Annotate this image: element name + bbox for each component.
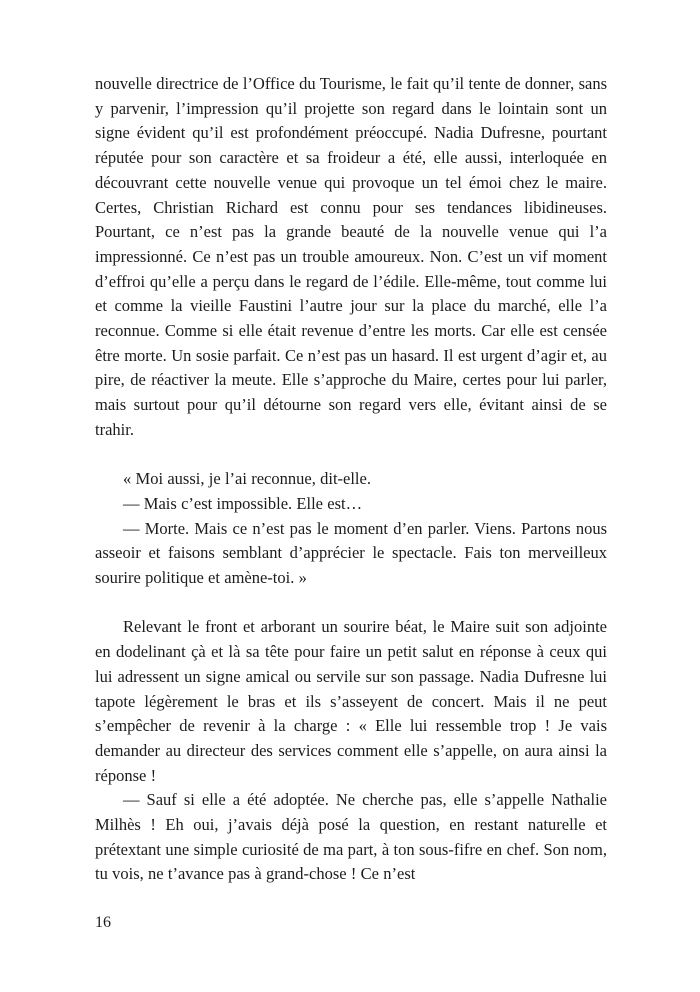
text-block [95, 72, 607, 887]
page-number: 16 [95, 914, 111, 931]
dialogue-line: « Moi aussi, je l’ai reconnue, dit-elle. [123, 469, 371, 489]
body-paragraph: Relevant le front et arborant un sourire béat, le Maire suit son adjointe en dodelinant çà et là sa tête pour faire un petit salut en réponse à ceux qui lui adressent un signe amical ou servile sur son passage. Nadia Dufresne lui tapote légèrement le bras et ils s’asseyent de concert. Mais il ne peut s’empêcher de revenir à la charge : « Elle lui ressemble trop ! Je vais demander au directeur des services comment elle s’appelle, on aura ainsi la réponse ! [95, 617, 607, 785]
body-paragraph: nouvelle directrice de l’Office du Tourisme, le fait qu’il tente de donner, sans y parvenir, l’impression qu’il projette son regard dans le lointain sont un signe évident qu’il est profondément préoccupé. Nadia Dufresne, pourtant réputée pour son caractère et sa froideur a été, elle aussi, interloquée en découvrant cette nouvelle venue qui provoque un tel émoi chez le maire. Certes, Christian Richard est connu pour ses tendances libidineuses. Pourtant, ce n’est pas la grande beauté de la nouvelle venue qui l’a impressionné. Ce n’est pas un trouble amoureux. Non. C’est un vif moment d’effroi qu’elle a perçu dans le regard de l’édile. Elle-même, tout comme lui et comme la vieille Faustini l’autre jour sur la place du marché, elle l’a reconnue. Comme si elle était revenue d’entre les morts. Car elle est censée être morte. Un sosie parfait. Ce n’est pas un hasard. Il est urgent d’agir et, au pire, de réactiver la meute. Elle s’approche du Maire, certes pour lui parler, mais surtout pour qu’il détourne son regard vers elle, évitant ainsi de se trahir. [95, 74, 607, 439]
dialogue-paragraph: — Sauf si elle a été adoptée. Ne cherche pas, elle s’appelle Nathalie Milhès ! Eh oui, j’avais déjà posé la question, en restant naturelle et prétextant une simple curiosité de ma part, à ton sous-fifre en chef. Son nom, tu vois, ne t’avance pas à grand-chose ! Ce n’est [95, 790, 607, 884]
dialogue-line: — Morte. Mais ce n’est pas le moment d’en parler. Viens. Partons nous asseoir et faisons semblant d’apprécier le spectacle. Fais ton merveilleux sourire politique et amène-toi. » [95, 518, 607, 588]
dialogue-line: — Mais c’est impossible. Elle est… [123, 493, 363, 513]
